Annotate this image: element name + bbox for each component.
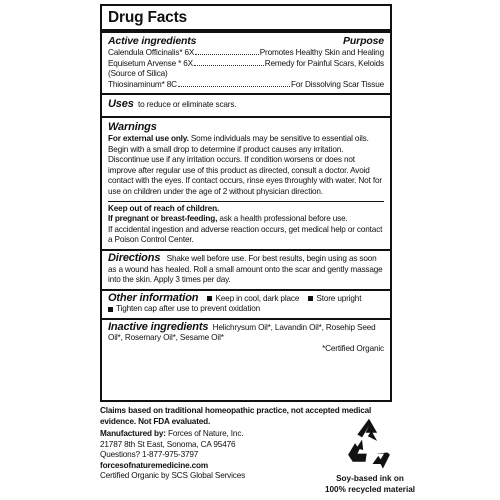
pregnant-paragraph bbox=[108, 214, 384, 225]
other-info-item: Store upright bbox=[316, 293, 362, 303]
inactive-text: Helichrysum Oil*, Lavandin Oil*, Rosehip Seed Oil*, Rosemary Oil*, Sesame Oil* bbox=[108, 322, 376, 343]
recycle-icon bbox=[340, 413, 398, 471]
page-title: Drug Facts bbox=[108, 9, 187, 26]
external-use-bold: For external use only. bbox=[108, 133, 189, 143]
active-ingredients-heading: Active ingredients bbox=[108, 35, 197, 47]
ingredient-name: Calendula Officinalis* 6X bbox=[108, 48, 195, 57]
bullet-icon bbox=[108, 307, 113, 312]
directions-section bbox=[108, 251, 384, 289]
ingredient-row bbox=[108, 48, 384, 59]
manufacturer-name: Forces of Nature, Inc. bbox=[167, 429, 244, 438]
questions-text: Questions? 1-877-975-3797 bbox=[100, 450, 199, 459]
inactive-section bbox=[108, 320, 384, 358]
other-info-section bbox=[108, 291, 384, 318]
ingredient-purpose: For Dissolving Scar Tissue bbox=[290, 79, 384, 89]
other-info-item: Tighten cap after use to prevent oxidation bbox=[116, 304, 261, 314]
drug-facts-panel bbox=[100, 4, 392, 402]
ingredient-note: (Source of Silica) bbox=[108, 69, 168, 79]
ingredient-purpose: Remedy for Painful Scars, Keloids bbox=[264, 58, 384, 68]
manufactured-label: Manufactured by: bbox=[100, 429, 166, 438]
ingredient-row bbox=[108, 80, 384, 91]
dot-leader bbox=[194, 65, 264, 66]
ingredient-purpose: Promotes Healthy Skin and Healing bbox=[259, 48, 384, 57]
other-info-item: Keep in cool, dark place bbox=[215, 293, 300, 303]
soy-line-1: Soy-based ink on bbox=[336, 474, 404, 483]
bullet-icon bbox=[308, 296, 313, 301]
divider bbox=[102, 29, 390, 33]
ingredient-name: Thiosinaminum* 8C bbox=[108, 79, 177, 89]
certified-organic-note: *Certified Organic bbox=[322, 344, 384, 354]
soy-ink-note bbox=[310, 474, 430, 495]
certified-text: Certified Organic by SCS Global Services bbox=[100, 471, 246, 480]
soy-line-2: 100% recycled material bbox=[324, 484, 416, 494]
bullet-icon bbox=[207, 296, 212, 301]
other-info-heading: Other information bbox=[108, 291, 199, 304]
active-ingredients-header bbox=[108, 35, 384, 48]
pregnant-bold: If pregnant or breast-feeding, bbox=[108, 214, 218, 224]
address-text: 21787 8th St East, Sonoma, CA 95476 bbox=[100, 439, 236, 449]
claims-text: Claims based on traditional homeopathic practice, not accepted medical evidence. Not FDA evaluated. bbox=[100, 406, 372, 426]
pregnant-text: ask a health professional before use. bbox=[219, 214, 348, 224]
external-use-text: Some individuals may be sensitive to essential oils. Begin with a small drop to determine if product causes any irritation. Discontinue use if any irritation occurs. If condition worsens or does not improve after regular use of this product as directed, consult a doctor. Avoid contact with the eyes. If contact occurs, rinse eyes throughly with water. Not for use on children under the age of 2 without physician direction. bbox=[108, 133, 382, 196]
uses-text: to reduce or eliminate scars. bbox=[137, 100, 237, 110]
external-use-paragraph bbox=[108, 134, 384, 198]
warnings-section bbox=[108, 118, 384, 201]
ingestion-text: If accidental ingestion and adverse reaction occurs, get medical help or contact a Poison Control Center. bbox=[108, 224, 383, 245]
dot-leader bbox=[178, 86, 290, 87]
purpose-heading: Purpose bbox=[343, 35, 384, 47]
keep-out-text: Keep out of reach of children. bbox=[108, 203, 220, 213]
directions-text: Shake well before use. For best results, begin using as soon as a wound has healed. Roll a small amount onto the scar and gently massage into the skin. Apply 3 times per day. bbox=[108, 253, 383, 285]
dot-leader bbox=[195, 54, 258, 55]
uses-section bbox=[108, 95, 384, 116]
uses-heading: Uses bbox=[108, 98, 134, 111]
inactive-heading: Inactive ingredients bbox=[108, 320, 209, 333]
warnings-heading: Warnings bbox=[108, 120, 157, 133]
website-text: forcesofnaturemedicine.com bbox=[100, 460, 209, 470]
ingredient-name: Equisetum Arvense * 6X bbox=[108, 58, 193, 68]
directions-heading: Directions bbox=[108, 251, 161, 264]
ingredient-row bbox=[108, 59, 384, 70]
children-section bbox=[108, 202, 384, 249]
